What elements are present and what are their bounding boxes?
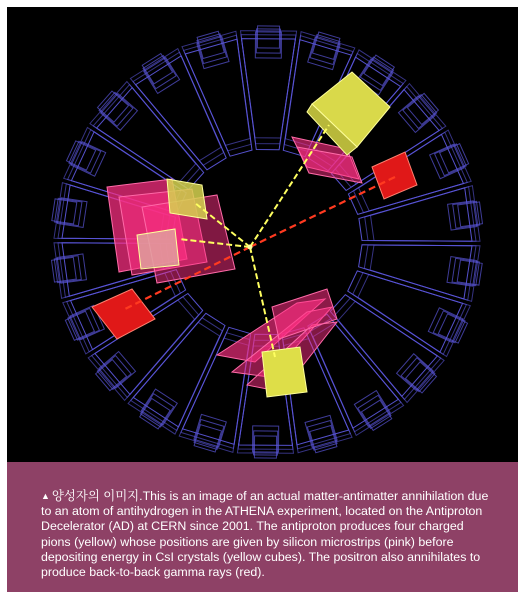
caption-text: [41, 489, 494, 580]
caption-box: [7, 462, 518, 592]
annihilation-vertex: [248, 245, 253, 250]
detector-illustration: [7, 7, 518, 462]
event-display-image: [7, 7, 518, 462]
caption-body: This is an image of an actual matter-antimatter annihilation due to an atom of antihydrogen in the ATHENA experiment, located on the Antiproton Decelerator (AD) at CERN since 2001. The antiproton produces four charged pions (yellow) whose positions are given by silicon microstrips (pink) before depositing energy in CsI crystals (yellow cubes). The positron also annihilates to produce back-to-back gamma rays (red).: [41, 489, 489, 580]
figure: [7, 7, 518, 592]
triangle-marker-icon: ▲: [41, 491, 50, 501]
caption-korean-label: 양성자의 이미지.: [51, 489, 143, 503]
